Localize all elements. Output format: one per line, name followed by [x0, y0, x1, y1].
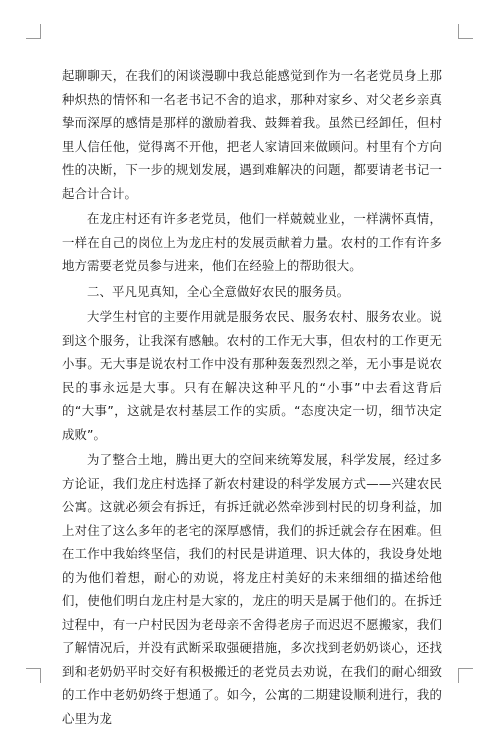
crop-mark-top-left: [26, 24, 41, 39]
paragraph-serving-farmers: 大学生村官的主要作用就是服务农民、服务农村、服务农业。说到这个服务，让我深有感触。农村的工作无大事，但农村的工作更无小事。无大事是说农村工作中没有那种轰轰烈烈之举，无小事是说农民的事永远是大事。只有在解决这种平凡的“小事”中去看这背后的“大事”，这就是农村基层工作的实质。“态度决定一切，细节决定成败”。: [62, 309, 442, 442]
paragraph-old-party-members: 在龙庄村还有许多老党员，他们一样兢兢业业，一样满怀真情，一样在自己的岗位上为龙庄村的发展贡献着力量。农村的工作有许多地方需要老党员参与进来，他们在经验上的帮助很大。: [62, 211, 442, 273]
paragraph-relocation: 为了整合土地，腾出更大的空间来统筹发展，科学发展，经过多方论证，我们龙庄村选择了新农村建设的科学发展方式——兴建农民公寓。这就必须会有拆迁，有拆迁就必然牵涉到村民的切身利益，加上对住了这么多年的老宅的深厚感情，我们的拆迁就会存在困难。但在工作中我始终坚信，我们的村民是讲道理、识大体的，我设身处地的为他们着想，耐心的劝说，将龙庄村美好的未来细细的描述给他们，使他们明白龙庄村是大家的，龙庄的明天是属于他们的。在拆迁过程中，有一户村民因为老母亲不舍得老房子而迟迟不愿搬家，我们了解情况后，并没有武断采取强硬措施，多次找到老奶奶谈心，还找到和老奶奶平时交好有积极搬迁的老党员去劝说，在我们的耐心细致的工作中老奶奶终于想通了。如今，公寓的二期建设顺利进行，我的心里为龙: [62, 452, 442, 726]
document-body: [62, 64, 442, 730]
paragraph-continued: 起聊聊天，在我们的闲谈漫聊中我总能感觉到作为一名老党员身上那种炽热的情怀和一名老书记不舍的追求，那种对家乡、对父老乡亲真挚而深厚的感情是那样的激励着我、鼓舞着我。虽然已经卸任，但村里人信任他，觉得离不开他，把老人家请回来做顾问。村里有个方向性的决断，下一步的规划发展，遇到难解决的问题，都要请老书记一起合计合计。: [62, 68, 442, 201]
crop-mark-bottom-left: [26, 668, 41, 683]
section-heading: 二、平凡见真知，全心全意做好农民的服务员。: [87, 283, 350, 299]
crop-mark-bottom-right: [458, 668, 473, 683]
crop-mark-top-right: [458, 24, 473, 39]
